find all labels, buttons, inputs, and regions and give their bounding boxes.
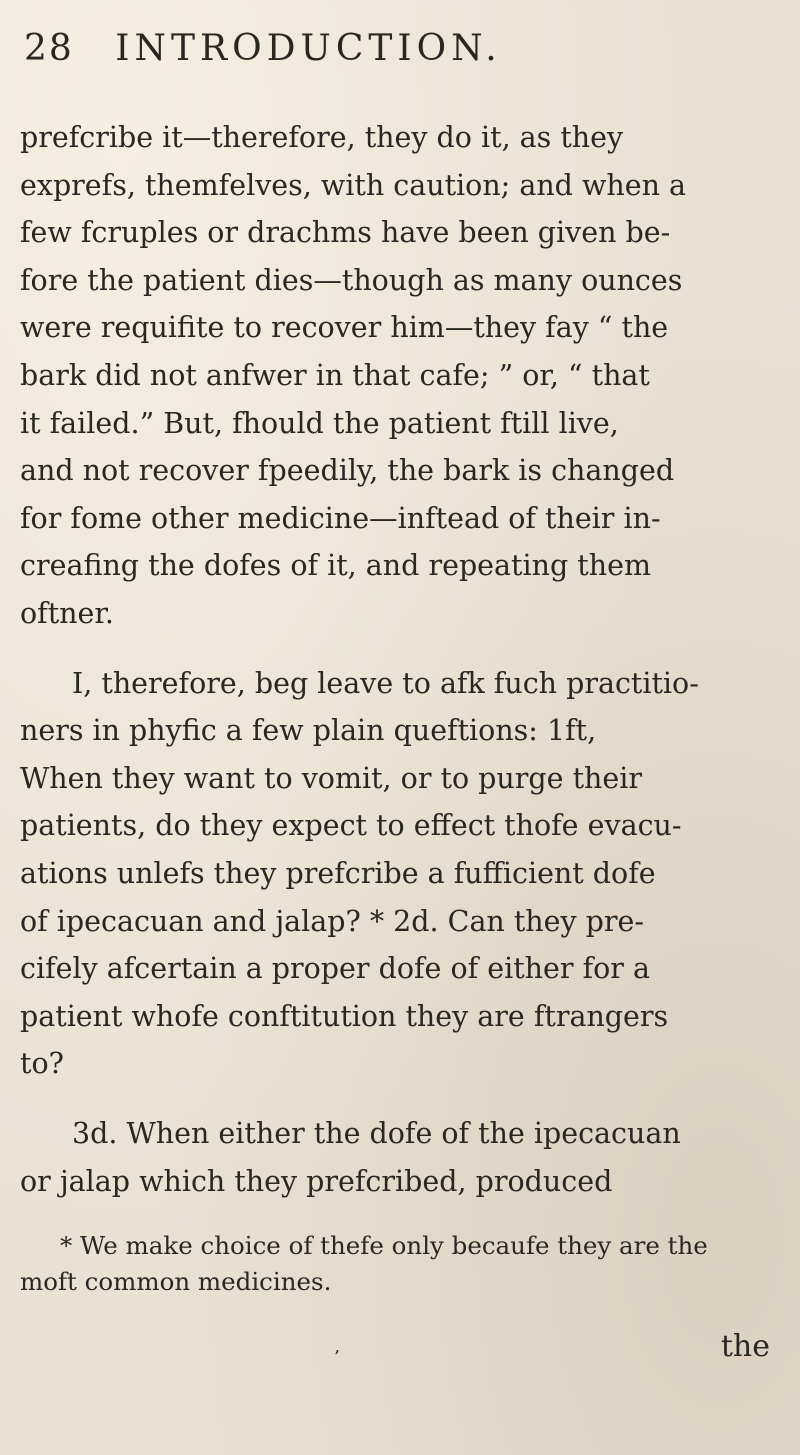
body-line: ations unlefs they prefcribe a fufficient dofe [20,857,656,890]
body-line: few fcruples or drachms have been given be- [20,216,671,250]
body-line: exprefs, themfelves, with caution; and when a [20,168,687,202]
body-line: to? [20,1047,64,1081]
body-line: it failed.” But, fhould the patient ftill live, [20,406,619,440]
body-line: for fome other medicine—inftead of their in- [20,501,661,535]
body-line: I, therefore, beg leave to afk fuch practitio- [72,666,699,700]
body-line: oftner. [20,597,114,630]
running-title: INTRODUCTION. [115,28,502,69]
body-line: patients, do they expect to effect thofe evacu- [20,809,682,843]
page-number: 28 [24,28,74,69]
body-line: ners in phyfic a few plain queftions: 1ft, [20,714,597,748]
body-line: bark did not anfwer in that cafe; ” or, “ that [20,359,650,392]
footnote-line: moft common medicines. [20,1267,332,1297]
body-line: creafing the dofes of it, and repeating them [20,549,651,583]
body-line: fore the patient dies—though as many ounces [20,263,683,297]
body-line: prefcribe it—therefore, they do it, as they [20,121,624,154]
body-line: patient whofe conftitution they are ftrangers [20,999,669,1033]
running-header [24,28,502,69]
body-line: of ipecacuan and jalap? * 2d. Can they pre- [20,904,645,938]
catchword: the [720,1329,770,1365]
body-line: or jalap which they prefcribed, produced [20,1164,613,1198]
body-line: and not recover fpeedily, the bark is changed [20,454,675,488]
stray-mark: ’ [334,1347,340,1369]
body-line: were requifite to recover him—they fay “ the [20,311,669,345]
body-line: When they want to vomit, or to purge their [20,761,642,795]
body-line: cifely afcertain a proper dofe of either for a [20,952,650,986]
body-line: 3d. When either the dofe of the ipecacuan [72,1117,681,1150]
footnote-line: * We make choice of thefe only becaufe they are the [60,1231,708,1261]
